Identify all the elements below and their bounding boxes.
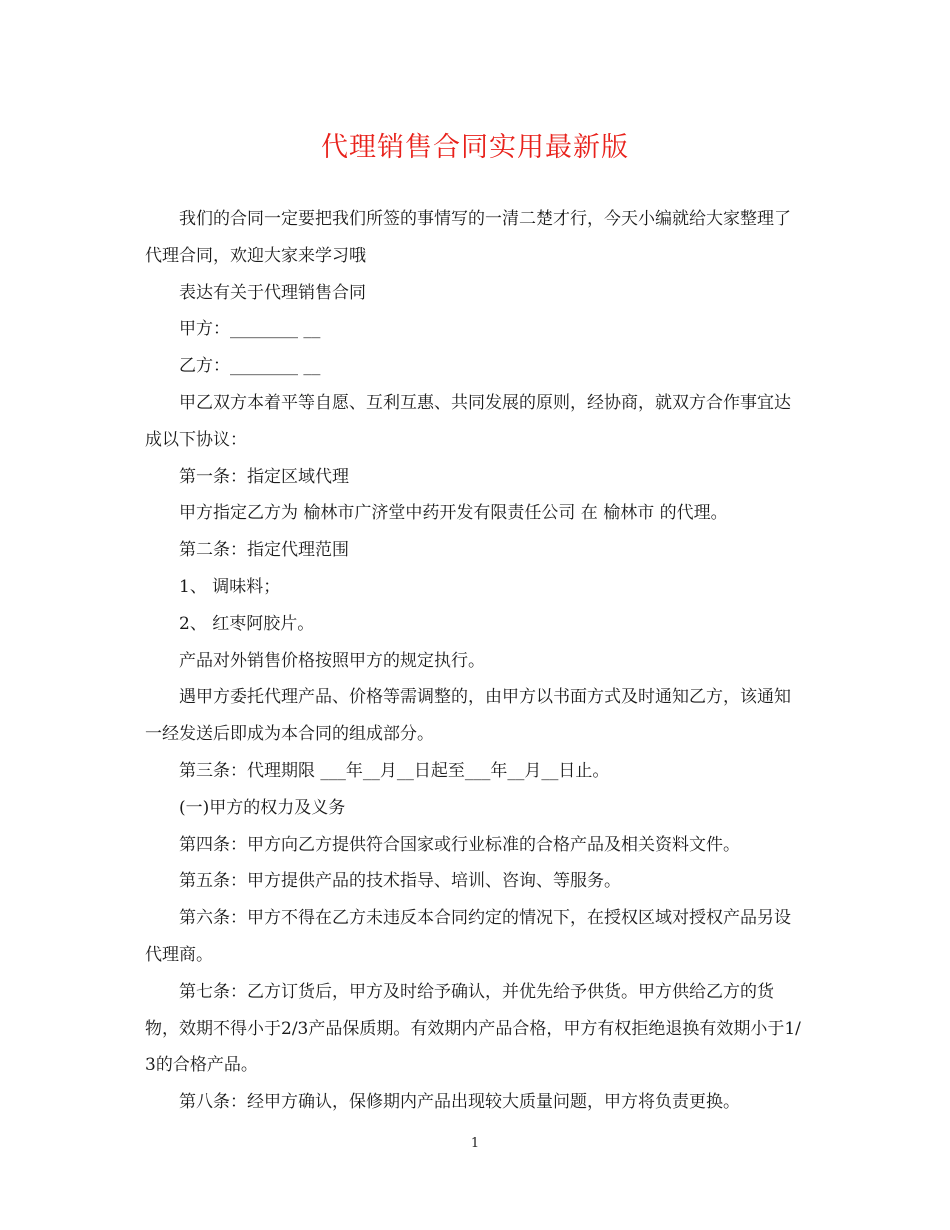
list-item-1: 1、 调味料； [179,576,281,597]
document-body [145,201,805,1121]
list-item-2: 2、 红枣阿胶片。 [179,613,315,634]
article-4: 第四条：甲方向乙方提供符合国家或行业标准的合格产品及相关资料文件。 [179,834,740,855]
paragraph-agreement: 甲乙双方本着平等自愿、互利互惠、共同发展的原则，经协商，就双方合作事宜达成以下协议： [145,392,791,450]
party-b-line: 乙方：________ __ [179,356,321,377]
page-number: 1 [470,1136,480,1151]
article-1-heading: 第一条：指定区域代理 [179,466,349,487]
article-3: 第三条：代理期限 ___年__月__日起至___年__月__日止。 [179,760,610,781]
document-title: 代理销售合同实用最新版 [321,132,629,163]
paragraph-pricing: 产品对外销售价格按照甲方的规定执行。 [179,650,485,671]
article-8: 第八条：经甲方确认，保修期内产品出现较大质量问题，甲方将负责更换。 [179,1092,740,1113]
article-1-body: 甲方指定乙方为 榆林市广济堂中药开发有限责任公司 在 榆林市 的代理。 [179,503,728,524]
paragraph-subject: 表达有关于代理销售合同 [179,282,366,303]
section-heading-party-a: (一)甲方的权力及义务 [179,797,346,818]
paragraph-intro: 我们的合同一定要把我们所签的事情写的一清二楚才行，今天小编就给大家整理了代理合同，欢迎大家来学习哦 [145,209,791,266]
article-7: 第七条：乙方订货后，甲方及时给予确认，并优先给予供货。甲方供给乙方的货物，效期不得小于2/3产品保质期。有效期内产品合格，甲方有权拒绝退换有效期小于1/3的合格产品。 [145,981,801,1076]
article-2-heading: 第二条：指定代理范围 [179,540,349,561]
article-6: 第六条：甲方不得在乙方未违反本合同约定的情况下，在授权区域对授权产品另设代理商。 [145,908,791,965]
party-a-line: 甲方：________ __ [179,319,321,340]
article-5: 第五条：甲方提供产品的技术指导、培训、咨询、等服务。 [179,871,621,892]
paragraph-adjustment: 遇甲方委托代理产品、价格等需调整的，由甲方以书面方式及时通知乙方，该通知一经发送后即成为本合同的组成部分。 [145,687,791,745]
